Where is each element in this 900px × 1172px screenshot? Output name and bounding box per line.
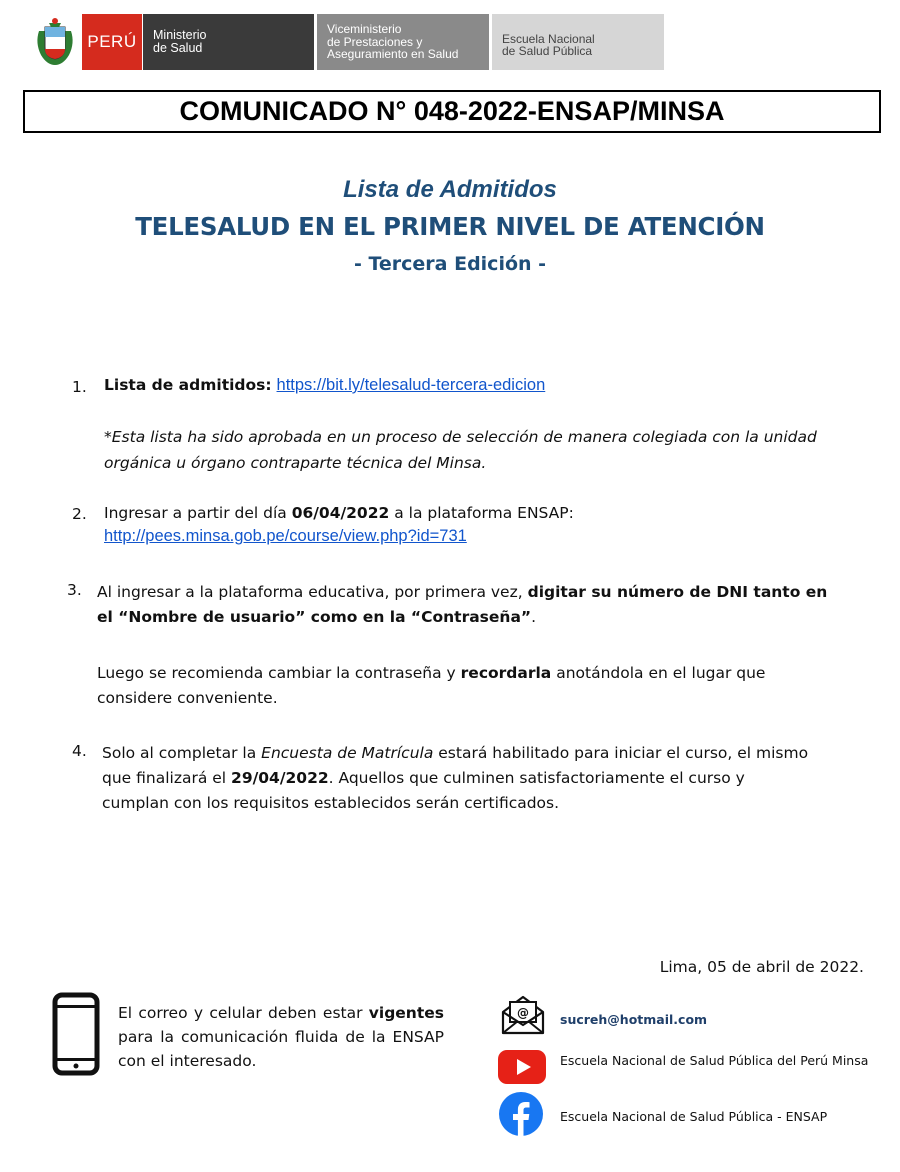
facebook-page-label[interactable]: Escuela Nacional de Salud Pública - ENSAP — [560, 1109, 828, 1124]
item-1 — [104, 376, 545, 395]
course-heading: TELESALUD EN EL PRIMER NIVEL DE ATENCIÓN — [135, 212, 765, 241]
item-4-number: 4. — [72, 742, 87, 760]
item-4-end-date: 29/04/2022 — [231, 769, 329, 787]
peru-coat-of-arms-icon — [28, 14, 82, 70]
item-2-text-b: a la plataforma ENSAP: — [389, 504, 574, 522]
item-3-bold-a: digitar su número de DNI tanto en — [527, 583, 828, 601]
youtube-icon[interactable] — [498, 1050, 546, 1089]
item-2-text-a: Ingresar a partir del día — [104, 504, 292, 522]
item-2-date: 06/04/2022 — [291, 504, 390, 522]
footer-bold: vigentes — [368, 1004, 444, 1022]
ministry-brand — [142, 14, 314, 70]
item-1-label: Lista de admitidos: — [104, 376, 272, 394]
item-3-number: 3. — [67, 581, 82, 599]
vice-line-3: Aseguramiento en Salud — [327, 47, 459, 62]
item-3-p2-line-1 — [97, 661, 765, 686]
email-icon — [500, 994, 546, 1041]
item-1-number: 1. — [72, 378, 87, 396]
item-3-line-2 — [97, 605, 827, 630]
item-4-line-2 — [102, 766, 808, 791]
item-3-text-a: Al ingresar a la plataforma educativa, por primera vez, — [97, 583, 528, 601]
item-3-p2-text-b: anotándola en el lugar que — [551, 664, 766, 682]
document-title: COMUNICADO N° 048-2022-ENSAP/MINSA — [23, 90, 881, 133]
admitted-list-link[interactable]: https://bit.ly/telesalud-tercera-edicion — [276, 376, 546, 394]
date-place: Lima, 05 de abril de 2022. — [659, 958, 864, 976]
item-4-line-3: cumplan con los requisitos establecidos serán certificados. — [102, 794, 560, 812]
item-2 — [104, 504, 574, 522]
peru-brand: PERÚ — [82, 14, 142, 70]
header-banner — [28, 14, 664, 70]
school-brand — [492, 14, 664, 70]
mobile-phone-icon — [52, 992, 100, 1081]
contact-email[interactable]: sucreh@hotmail.com — [560, 1012, 708, 1027]
footer-note — [118, 1001, 444, 1073]
svg-text:@: @ — [517, 1006, 529, 1020]
footer-text-a: El correo y celular deben estar — [118, 1004, 369, 1022]
vice-line-2: de Prestaciones y — [327, 34, 423, 49]
item-4-italic: Encuesta de Matrícula — [261, 744, 434, 762]
footer-text-b: para la comunicación fluida de la ENSAP con el interesado. — [118, 1028, 444, 1070]
item-3-bold-b: el “Nombre de usuario” como en la “Contraseña” — [97, 608, 532, 626]
item-1-note-line-1: *Esta lista ha sido aprobada en un proceso de selección de manera colegiada con la unidad — [104, 428, 817, 446]
ministry-line-2: de Salud — [153, 41, 203, 55]
item-3-paragraph-2 — [97, 661, 765, 711]
vice-ministry-brand — [317, 14, 489, 70]
ministry-line-1: Ministerio — [153, 28, 207, 42]
item-4-text-b: estará habilitado para iniciar el curso, el mismo — [433, 744, 809, 762]
item-3-p2-bold: recordarla — [460, 664, 552, 682]
item-3-p2-line-2: considere conveniente. — [97, 689, 278, 707]
item-3-text-b: . — [531, 608, 537, 626]
item-3 — [97, 580, 827, 630]
item-2-link-wrap — [104, 527, 467, 546]
ensap-platform-link[interactable]: http://pees.minsa.gob.pe/course/view.php?id=731 — [104, 527, 467, 545]
school-line-1: Escuela Nacional — [502, 31, 595, 46]
item-4-line2-a: que finalizará el — [102, 769, 232, 787]
facebook-icon[interactable] — [499, 1092, 543, 1141]
edition-heading: - Tercera Edición - — [353, 253, 547, 275]
item-4-text-a: Solo al completar la — [102, 744, 262, 762]
item-3-line-1 — [97, 580, 827, 605]
vice-line-1: Viceministerio — [327, 22, 402, 37]
item-2-number: 2. — [72, 505, 87, 523]
item-4 — [102, 741, 808, 816]
list-heading: Lista de Admitidos — [343, 176, 557, 203]
item-1-note-line-2: orgánica u órgano contraparte técnica del Minsa. — [104, 454, 487, 472]
youtube-channel-label[interactable]: Escuela Nacional de Salud Pública del Perú Minsa — [560, 1053, 869, 1068]
item-4-line-1 — [102, 741, 808, 766]
item-4-line2-b: . Aquellos que culminen satisfactoriamente el curso y — [328, 769, 745, 787]
item-1-note — [104, 428, 817, 472]
item-3-p2-text-a: Luego se recomienda cambiar la contraseña y — [97, 664, 461, 682]
school-line-2: de Salud Pública — [502, 44, 593, 58]
